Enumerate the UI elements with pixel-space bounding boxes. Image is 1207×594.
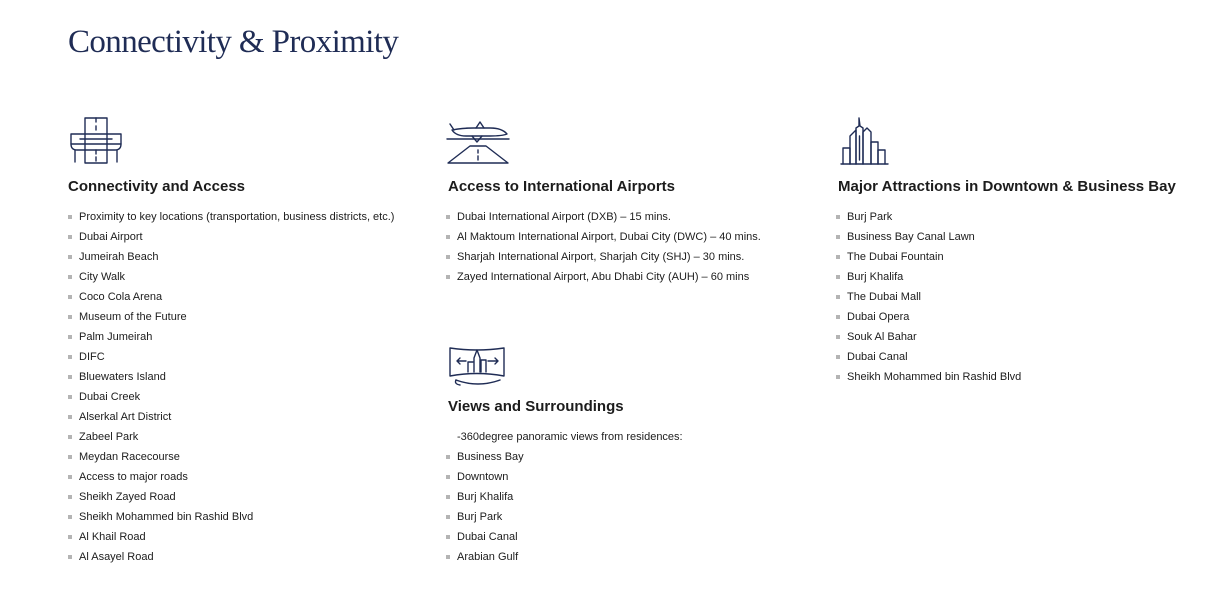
list-item: Dubai Creek [68, 387, 394, 407]
section-heading: Access to International Airports [448, 178, 675, 195]
list-item: Meydan Racecourse [68, 447, 394, 467]
list-item: Access to major roads [68, 467, 394, 487]
list-item: Coco Cola Arena [68, 287, 394, 307]
views-intro: -360degree panoramic views from residences: [457, 431, 683, 443]
connectivity-list [68, 207, 394, 567]
list-item: Burj Khalifa [446, 487, 524, 507]
list-item: Zabeel Park [68, 427, 394, 447]
airports-list [446, 207, 761, 287]
list-item: Al Khail Road [68, 527, 394, 547]
list-item: Downtown [446, 467, 524, 487]
list-item: Palm Jumeirah [68, 327, 394, 347]
list-item: Alserkal Art District [68, 407, 394, 427]
section-heading: Views and Surroundings [448, 398, 624, 415]
list-item: Arabian Gulf [446, 547, 524, 567]
list-item: The Dubai Mall [836, 287, 1021, 307]
list-item: Dubai Canal [836, 347, 1021, 367]
list-item: Burj Park [836, 207, 1021, 227]
list-item: Al Asayel Road [68, 547, 394, 567]
skyline-icon [840, 116, 890, 166]
attractions-list [836, 207, 1021, 387]
list-item: Bluewaters Island [68, 367, 394, 387]
list-item: Dubai Canal [446, 527, 524, 547]
panoramic-view-icon [448, 344, 508, 390]
list-item: Dubai Airport [68, 227, 394, 247]
airplane-runway-icon [446, 120, 510, 166]
views-list [446, 447, 524, 567]
list-item: Sheikh Zayed Road [68, 487, 394, 507]
list-item: Business Bay [446, 447, 524, 467]
section-heading: Connectivity and Access [68, 178, 246, 195]
list-item: Proximity to key locations (transportation, business districts, etc.) [68, 207, 394, 227]
page-title: Connectivity & Proximity [68, 24, 399, 60]
list-item: Burj Khalifa [836, 267, 1021, 287]
list-item: Al Maktoum International Airport, Dubai City (DWC) – 40 mins. [446, 227, 761, 247]
list-item: Souk Al Bahar [836, 327, 1021, 347]
list-item: Jumeirah Beach [68, 247, 394, 267]
list-item: DIFC [68, 347, 394, 367]
list-item: Sharjah International Airport, Sharjah City (SHJ) – 30 mins. [446, 247, 761, 267]
list-item: Burj Park [446, 507, 524, 527]
section-heading: Major Attractions in Downtown & Business Bay [838, 178, 1176, 195]
list-item: Business Bay Canal Lawn [836, 227, 1021, 247]
list-item: Sheikh Mohammed bin Rashid Blvd [68, 507, 394, 527]
list-item: Museum of the Future [68, 307, 394, 327]
list-item: Sheikh Mohammed bin Rashid Blvd [836, 367, 1021, 387]
list-item: Zayed International Airport, Abu Dhabi City (AUH) – 60 mins [446, 267, 761, 287]
highway-bridge-icon [69, 116, 123, 164]
list-item: The Dubai Fountain [836, 247, 1021, 267]
list-item: Dubai International Airport (DXB) – 15 mins. [446, 207, 761, 227]
list-item: Dubai Opera [836, 307, 1021, 327]
list-item: City Walk [68, 267, 394, 287]
